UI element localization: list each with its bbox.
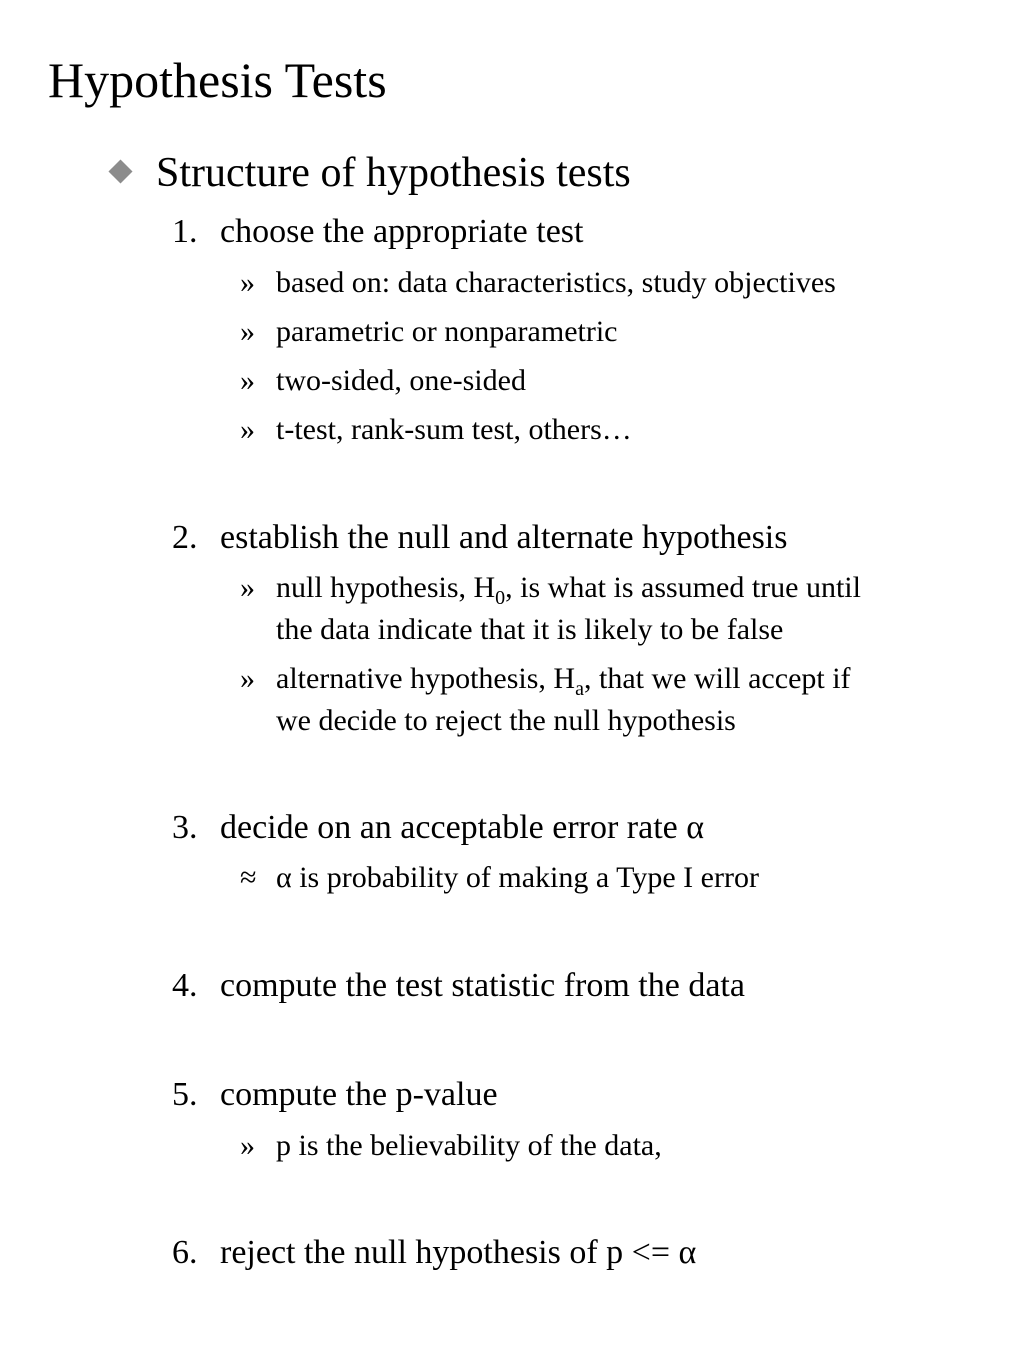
sub-text: two-sided, one-sided bbox=[276, 364, 526, 397]
sub-text: parametric or nonparametric bbox=[276, 315, 618, 348]
subscript: a bbox=[575, 678, 584, 700]
step-number: 1. bbox=[172, 213, 198, 250]
step-number: 3. bbox=[172, 809, 198, 846]
sub-marker: » bbox=[240, 364, 255, 397]
sub-marker: » bbox=[240, 266, 255, 299]
diamond-bullet-icon bbox=[108, 159, 132, 183]
sub-marker: » bbox=[240, 1129, 255, 1162]
subscript: 0 bbox=[495, 587, 506, 609]
step-text: compute the p-value bbox=[220, 1076, 498, 1113]
step-number: 4. bbox=[172, 967, 198, 1004]
sub-text: α is probability of making a Type I error bbox=[276, 861, 759, 894]
step-text: establish the null and alternate hypothesis bbox=[220, 519, 788, 556]
sub-text: alternative hypothesis, $H_a$, that we will accept if we decide to reject the null hypothesis bbox=[276, 662, 851, 737]
step-text: reject the null hypothesis of p <= α bbox=[220, 1234, 697, 1271]
step-text: compute the test statistic from the data bbox=[220, 967, 745, 1004]
sub-marker: » bbox=[240, 662, 255, 695]
sub-text: t-test, rank-sum test, others… bbox=[276, 413, 632, 446]
step-text: choose the appropriate test bbox=[220, 213, 584, 250]
sub-marker: » bbox=[240, 571, 255, 604]
step-number: 2. bbox=[172, 519, 198, 556]
sub-marker: » bbox=[240, 315, 255, 348]
step-text: decide on an acceptable error rate α bbox=[220, 809, 705, 846]
sub-marker: » bbox=[240, 413, 255, 446]
sub-marker: ≈ bbox=[240, 861, 257, 894]
step-number: 6. bbox=[172, 1234, 198, 1271]
sub-text: null hypothesis, $H_0$, is what is assumed true until the data indicate that it is likely to be false bbox=[276, 571, 861, 646]
level1-text: Structure of hypothesis tests bbox=[156, 150, 631, 196]
slide-title: Hypothesis Tests bbox=[48, 52, 387, 108]
sub-text: p is the believability of the data, bbox=[276, 1129, 662, 1162]
sub-text: based on: data characteristics, study objectives bbox=[276, 266, 836, 299]
step-number: 5. bbox=[172, 1076, 198, 1113]
